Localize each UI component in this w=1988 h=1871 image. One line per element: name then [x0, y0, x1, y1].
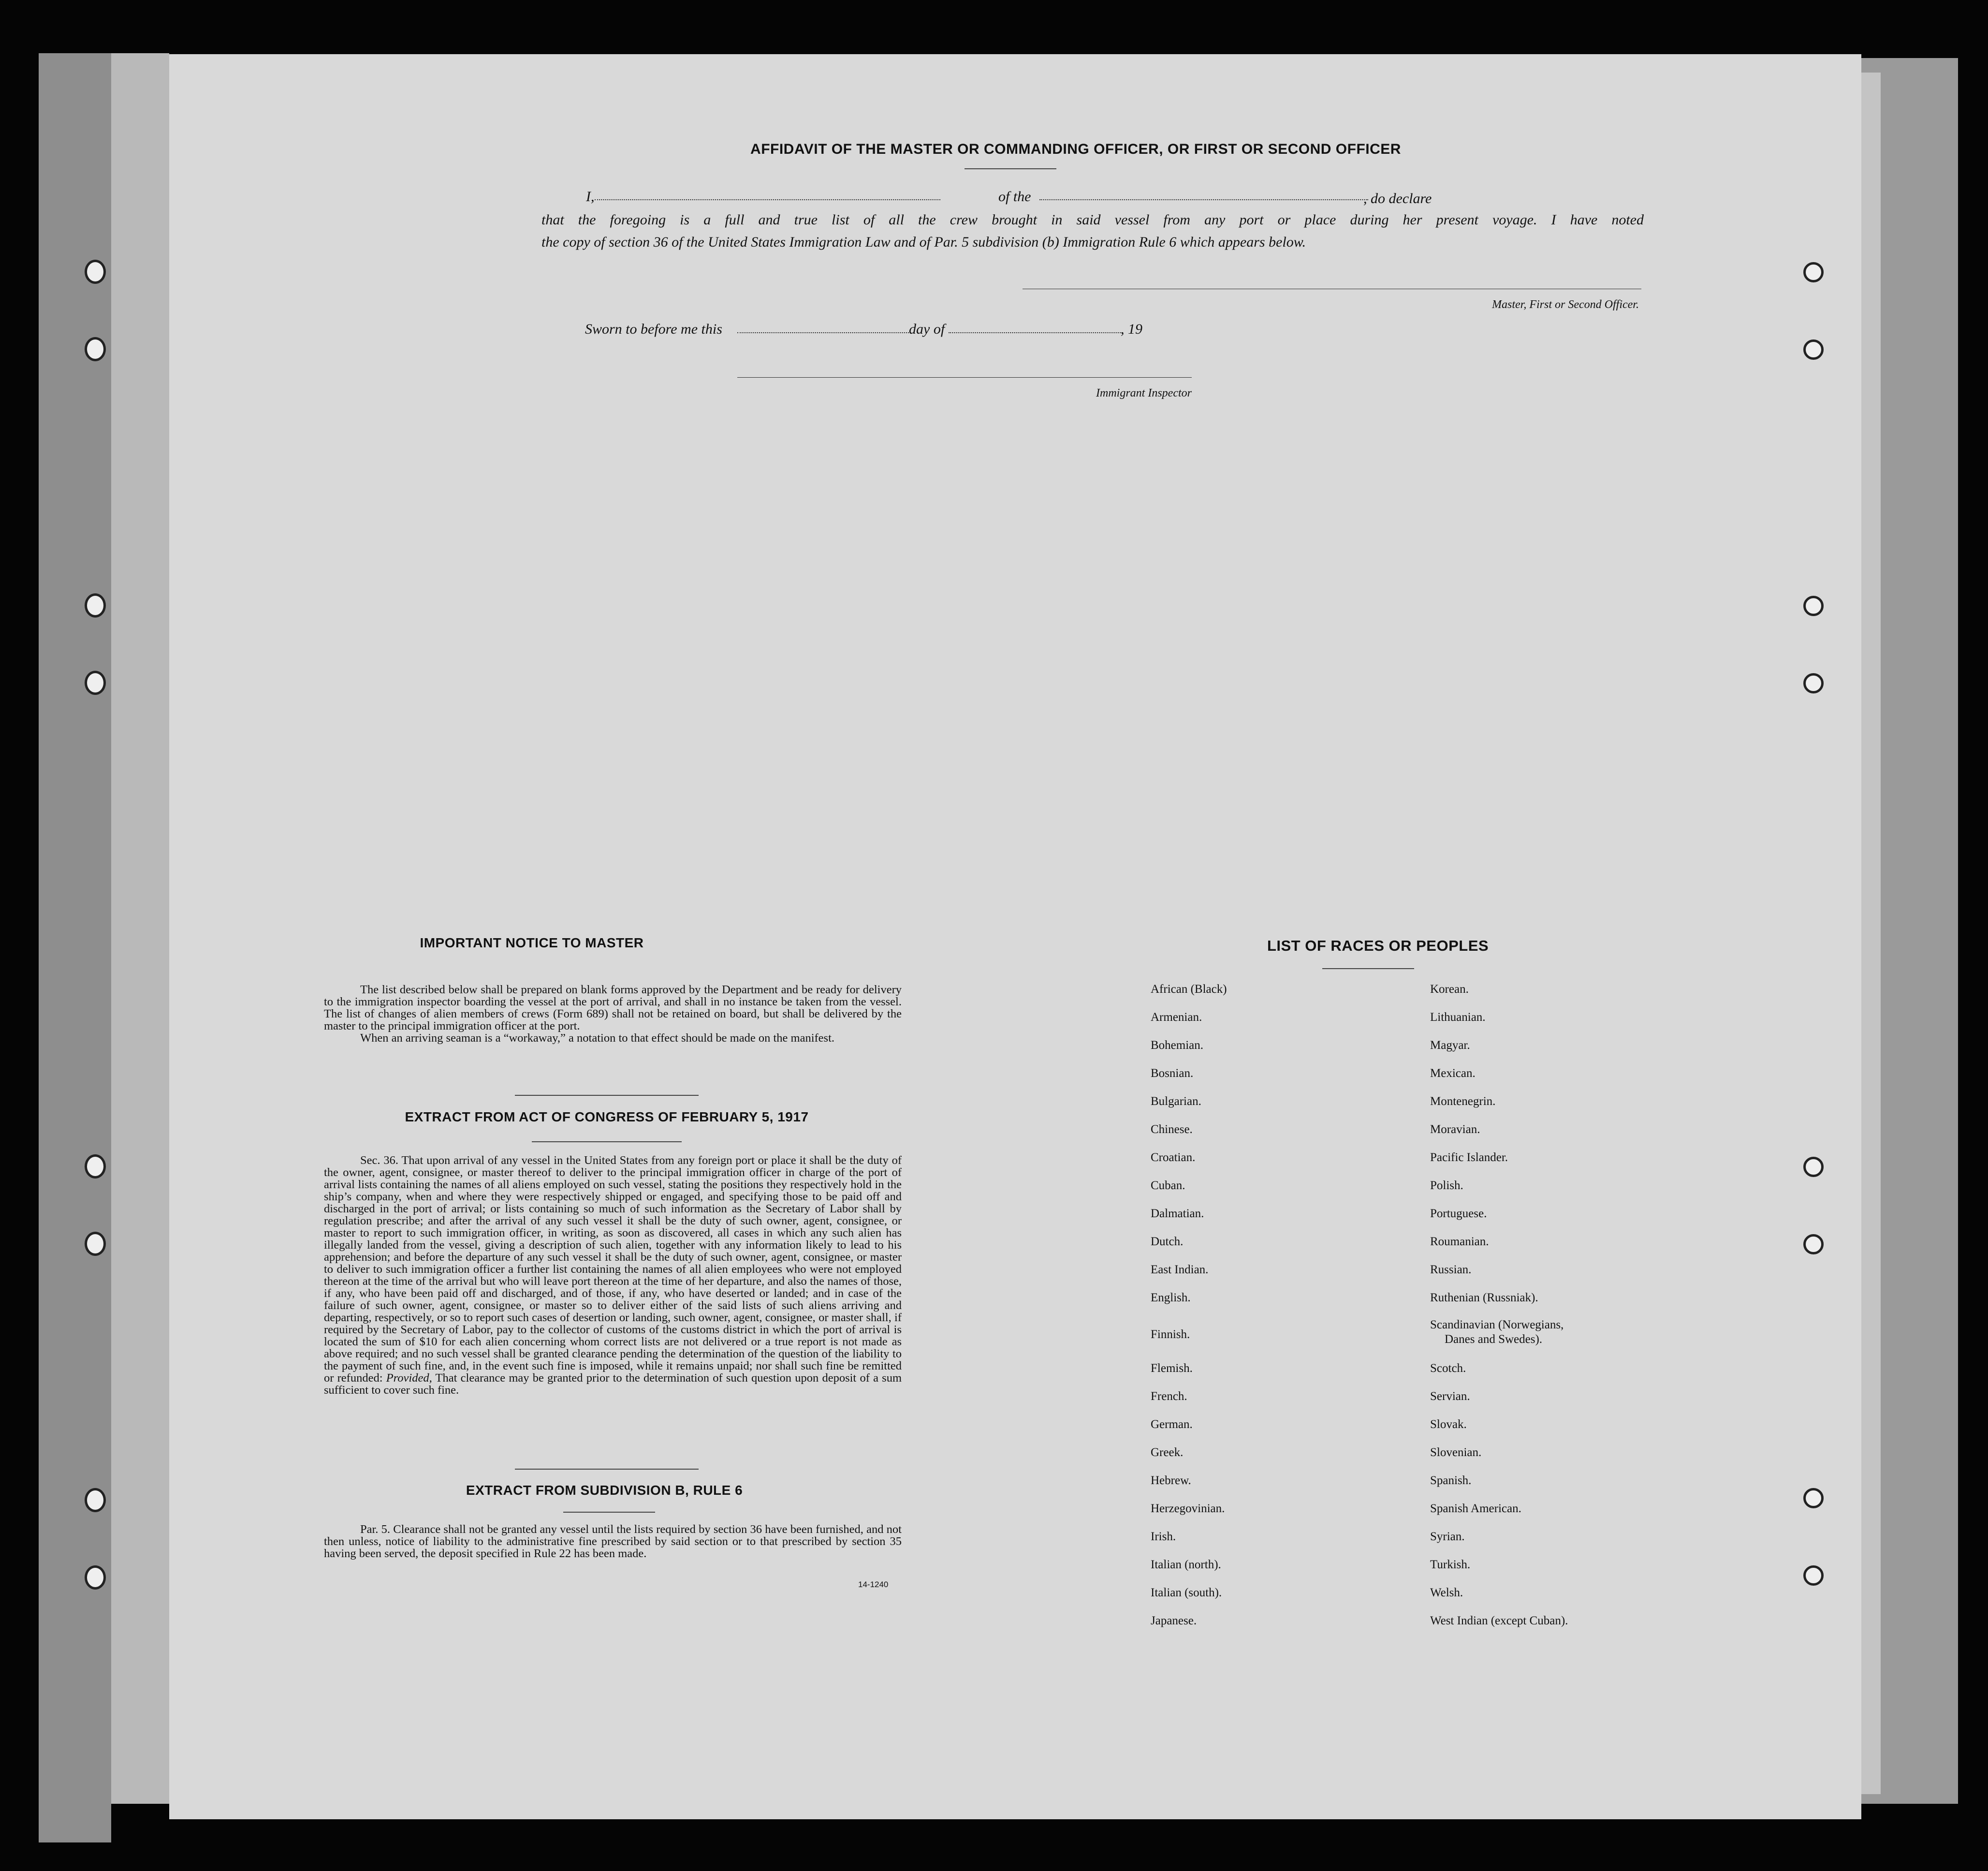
race-item: Dutch.: [1151, 1235, 1184, 1248]
race-item: Slovak.: [1430, 1418, 1467, 1431]
race-item: Armenian.: [1151, 1011, 1202, 1024]
race-item: Pacific Islander.: [1430, 1151, 1508, 1164]
race-item: Chinese.: [1151, 1123, 1193, 1136]
i-label: I,: [586, 189, 595, 205]
section-text-end: That clearance may be granted prior to the determination of such question upon deposit of a sum sufficient to cover such fine.: [324, 1371, 902, 1397]
race-item: Turkish.: [1430, 1558, 1471, 1571]
race-item: Japanese.: [1151, 1614, 1197, 1627]
section-text: That upon arrival of any vessel in the United States from any foreign port or place it shall be the duty of the owner, agent, consignee, or master thereof to deliver to the principal immigration officer in charge of the port of arrival lists containing the names of all aliens employed on such vessel, stating the positions they respectively hold in the ship’s company, when and where they were respectively shipped or engaged, and specifying those to be paid off and discharged in the port of arrival; or lists containing so much of such information as the Secretary of Labor shall by regulation prescribe; and after the arrival of any such vessel it shall be the duty of such owner, agent, consignee, or master to report to such immigration officer, in writing, as soon as discovered, all cases in which any such alien has illegally landed from the vessel, giving a description of such alien, together with any information likely to lead to his apprehension; and before the departure of any such vessel it shall be the duty of such owner, agent, consignee, or master to deliver to such immigration officer a further list containing the names of all alien employees who were not employed thereon at the time of the arrival but who will leave port thereon at the time of her departure, and also the names of those, if any, who have been paid off and discharged, and of those, if any, who have deserted or landed; and in case of the failure of such owner, agent, consignee, or master so to deliver either of the said lists of such aliens arriving and departing, respectively, or so to report such cases of desertion or landing, such owner, agent, consignee, or master shall, if required by the Secretary of Labor, pay to the collector of customs of the customs district in which the port of arrival is located the sum of $10 for each alien concerning whom correct lists are not delivered or a true report is not made as above required; and no such vessel shall be granted clearance pending the determination of the question of the liability to the payment of such fine, and, in the event such fine is imposed, while it remains unpaid; nor shall such fine be remitted or refunded:: [324, 1154, 902, 1385]
notice-title: IMPORTANT NOTICE TO MASTER: [420, 935, 644, 950]
race-item: Ruthenian (Russniak).: [1430, 1291, 1538, 1304]
document-page: [169, 54, 1861, 1819]
binder-hole-icon: [1803, 1488, 1824, 1508]
race-item: Russian.: [1430, 1263, 1472, 1276]
affidavit-line-3: the copy of section 36 of the United States Immigration Law and of Par. 5 subdivision (b) Immigration Rule 6 which appears below.: [541, 234, 1306, 250]
race-item: Flemish.: [1151, 1362, 1193, 1375]
year-label: , 19: [1121, 321, 1142, 337]
binder-hole-icon: [1803, 596, 1824, 616]
binder-hole-icon: [85, 671, 106, 695]
provided-label: Provided,: [386, 1371, 432, 1385]
binder-hole-icon: [85, 593, 106, 618]
race-item: Korean.: [1430, 983, 1469, 996]
race-item: Montenegrin.: [1430, 1095, 1496, 1108]
binder-hole-icon: [1803, 339, 1824, 360]
binder-hole-icon: [85, 1488, 106, 1512]
divider: [532, 1141, 682, 1142]
race-item: Dalmatian.: [1151, 1207, 1204, 1220]
do-declare-label: , do declare: [1363, 191, 1432, 206]
race-item: Mexican.: [1430, 1067, 1476, 1080]
affidavit-title: AFFIDAVIT OF THE MASTER OR COMMANDING OFFICER, OR FIRST OR SECOND OFFICER: [750, 141, 1401, 157]
race-item: Slovenian.: [1430, 1446, 1482, 1459]
rule-paragraph: Par. 5. Clearance shall not be granted any vessel until the lists required by section 36 have been furnished, and not then unless, notice of liability to the administrative fine prescribed by said section or to that prescribed by section 35 having been served, the deposit specified in Rule 22 has been made.: [324, 1523, 902, 1560]
rule-extract-body: [324, 1523, 902, 1560]
inspector-signature-field[interactable]: [737, 377, 1192, 378]
race-item: English.: [1151, 1291, 1191, 1304]
race-item: Italian (south).: [1151, 1586, 1222, 1599]
affidavit-line-2: that the foregoing is a full and true list of all the crew brought in said vessel from any port or place during her present voyage. I have noted: [541, 212, 1644, 228]
act-extract-body: [324, 1154, 902, 1396]
race-item: Bulgarian.: [1151, 1095, 1201, 1108]
sworn-day-field[interactable]: [737, 332, 909, 333]
binder-hole-icon: [85, 260, 106, 284]
notice-body: [324, 984, 902, 1044]
form-number: 14-1240: [858, 1580, 889, 1589]
race-item: Moravian.: [1430, 1123, 1480, 1136]
race-item: Herzegovinian.: [1151, 1502, 1225, 1515]
race-item: Danes and Swedes).: [1445, 1333, 1543, 1346]
race-item: Spanish.: [1430, 1474, 1472, 1487]
section-label: Sec. 36.: [360, 1154, 399, 1167]
race-item: East Indian.: [1151, 1263, 1209, 1276]
race-item: Servian.: [1430, 1390, 1470, 1403]
race-item: Finnish.: [1151, 1328, 1190, 1341]
binder-hole-icon: [1803, 1565, 1824, 1586]
race-item: Cuban.: [1151, 1179, 1185, 1192]
notice-paragraph: The list described below shall be prepared on blank forms approved by the Department and be ready for delivery to the immigration inspector boarding the vessel at the port of arrival, and shall in no instance be taken from the vessel. The list of changes of alien members of crews (Form 689) shall not be retained on board, but shall be delivered by the master to the principal immigration officer at the port.: [324, 983, 902, 1032]
divider: [515, 1469, 699, 1470]
inspector-label: Immigrant Inspector: [1096, 387, 1192, 399]
of-the-label: of the: [998, 189, 1031, 205]
left-page-edge-inner: [111, 53, 169, 1804]
rule-extract-title: EXTRACT FROM SUBDIVISION B, RULE 6: [466, 1483, 743, 1498]
race-item: Syrian.: [1430, 1530, 1465, 1543]
race-item: Bosnian.: [1151, 1067, 1194, 1080]
race-item: Italian (north).: [1151, 1558, 1221, 1571]
race-item: Scandinavian (Norwegians,: [1430, 1318, 1564, 1331]
race-item: Lithuanian.: [1430, 1011, 1486, 1024]
race-item: Portuguese.: [1430, 1207, 1487, 1220]
act-extract-title: EXTRACT FROM ACT OF CONGRESS OF FEBRUARY 5, 1917: [405, 1109, 809, 1124]
race-item: Welsh.: [1430, 1586, 1463, 1599]
race-item: Magyar.: [1430, 1039, 1470, 1052]
race-item: Irish.: [1151, 1530, 1176, 1543]
binder-hole-icon: [85, 337, 106, 361]
race-item: Bohemian.: [1151, 1039, 1204, 1052]
sworn-label: Sworn to before me this: [585, 321, 722, 337]
binder-hole-icon: [1803, 1157, 1824, 1177]
binder-hole-icon: [1803, 262, 1824, 282]
vessel-field[interactable]: [1039, 199, 1368, 200]
race-item: German.: [1151, 1418, 1193, 1431]
race-item: Roumanian.: [1430, 1235, 1489, 1248]
race-item: West Indian (except Cuban).: [1430, 1614, 1568, 1627]
binder-hole-icon: [1803, 1234, 1824, 1254]
race-item: Croatian.: [1151, 1151, 1196, 1164]
race-item: Hebrew.: [1151, 1474, 1191, 1487]
race-item: African (Black): [1151, 983, 1227, 996]
races-title: LIST OF RACES OR PEOPLES: [1267, 937, 1489, 954]
binder-hole-icon: [1803, 673, 1824, 693]
divider: [1322, 968, 1414, 969]
name-field[interactable]: [595, 199, 940, 200]
race-item: French.: [1151, 1390, 1187, 1403]
binder-hole-icon: [85, 1232, 106, 1256]
binder-hole-icon: [85, 1154, 106, 1179]
race-item: Polish.: [1430, 1179, 1463, 1192]
divider: [965, 168, 1056, 169]
race-item: Spanish American.: [1430, 1502, 1521, 1515]
sworn-month-field[interactable]: [949, 332, 1123, 333]
day-of-label: day of: [909, 321, 945, 337]
race-item: Scotch.: [1430, 1362, 1466, 1375]
race-item: Greek.: [1151, 1446, 1184, 1459]
notice-paragraph: When an arriving seaman is a “workaway,” a notation to that effect should be made on the manifest.: [360, 1031, 835, 1045]
master-signature-label: Master, First or Second Officer.: [1492, 298, 1639, 311]
divider: [563, 1512, 655, 1513]
divider: [515, 1095, 699, 1096]
binder-hole-icon: [85, 1565, 106, 1590]
